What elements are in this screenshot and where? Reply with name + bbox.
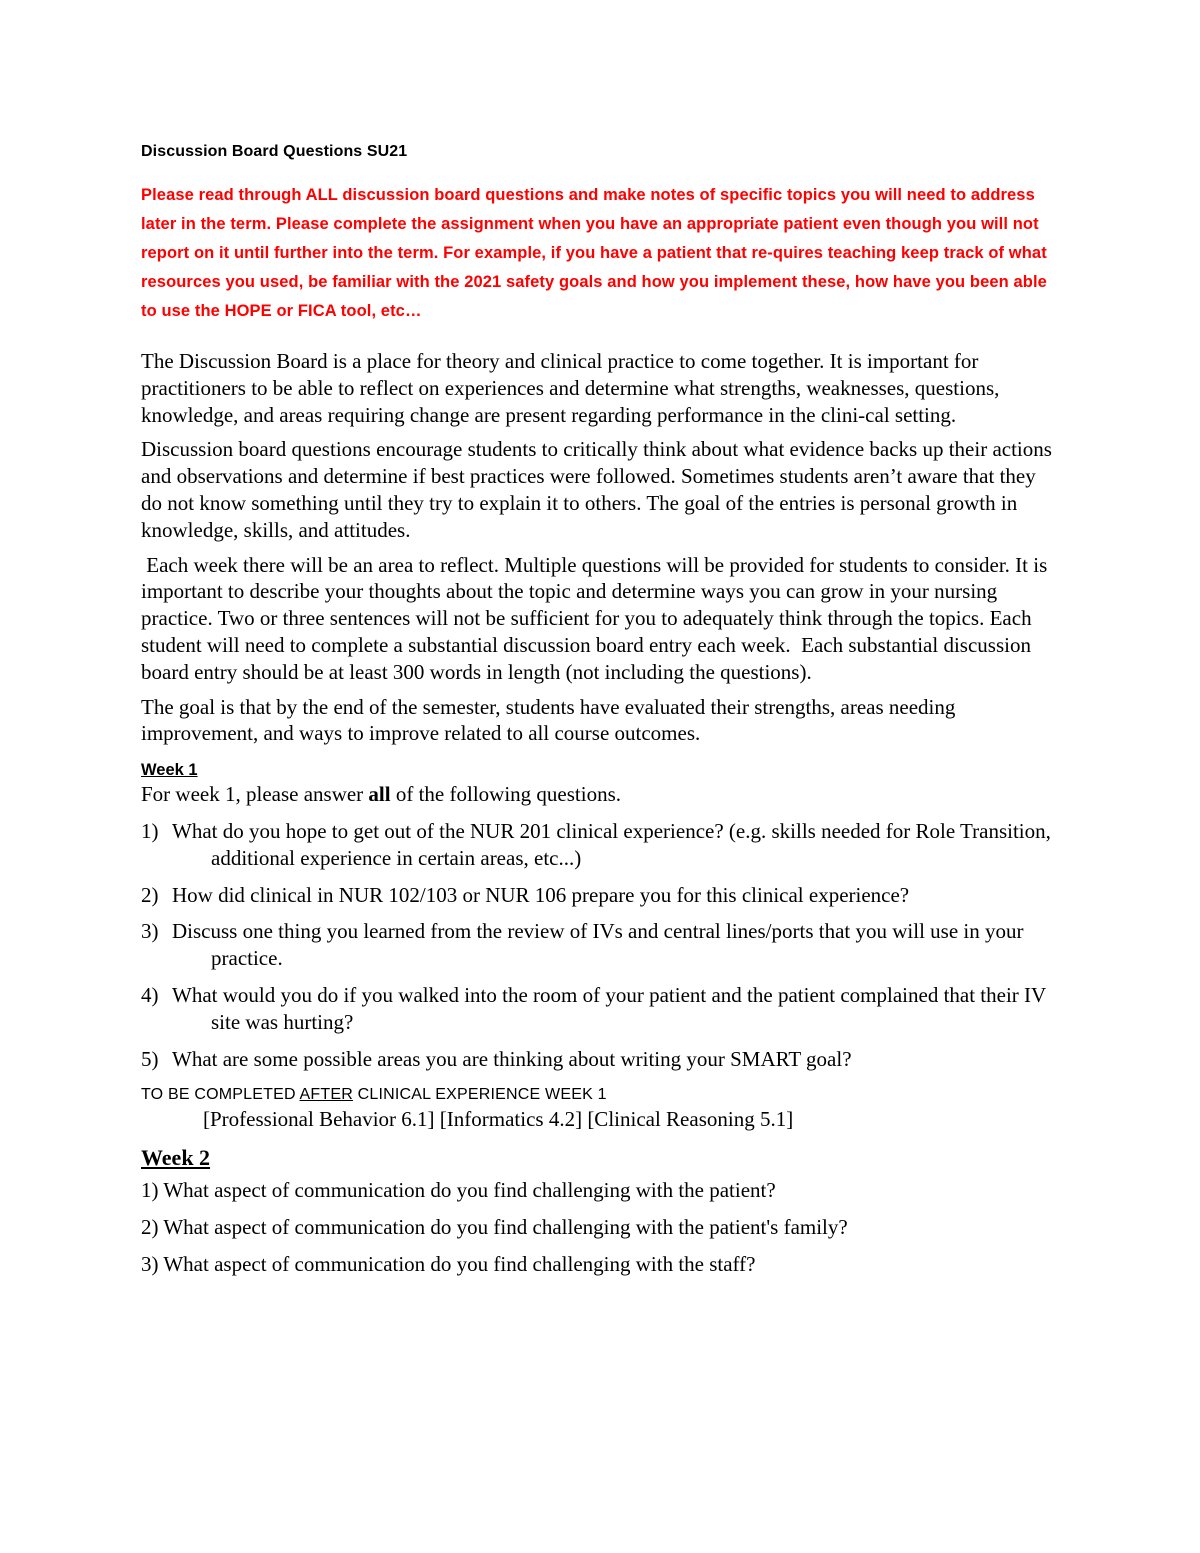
- week-1-question: [141, 882, 1059, 909]
- after-label-underlined: AFTER: [299, 1086, 353, 1104]
- week-2-question: 1) What aspect of communication do you find challenging with the patient?: [141, 1178, 776, 1203]
- week-1-intro: [141, 781, 1059, 808]
- document-body: [141, 143, 1059, 1288]
- week-1-question: [141, 818, 1059, 872]
- week-1-question: [141, 918, 1059, 972]
- question-text: What do you hope to get out of the NUR 201 clinical experience? (e.g. skills needed for Role Transition, additional experience in certain areas, etc...): [172, 818, 1051, 870]
- red-notice: Please read through ALL discussion board questions and make notes of specific topics you will need to address later in the term. Please complete the assignment when you have an appropriate patient even though you will not report on it until further into the term. For example, if you have a patient that re-quires teaching keep track of what resources you used, be familiar with the 2021 safety goals and how you implement these, how have you been able to use the HOPE or FICA tool, etc…: [141, 186, 1047, 320]
- after-label-end: CLINICAL EXPERIENCE WEEK 1: [352, 1086, 607, 1104]
- question-text: What would you do if you walked into the room of your patient and the patient complained that their IV site was hurting?: [172, 982, 1046, 1034]
- week-1-question: [141, 982, 1059, 1036]
- question-text: What are some possible areas you are thinking about writing your SMART goal?: [172, 1046, 852, 1071]
- after-label-start: TO BE COMPLETED: [141, 1086, 300, 1104]
- outcome-tags: [Professional Behavior 6.1] [Informatics 4.2] [Clinical Reasoning 5.1]: [203, 1107, 794, 1132]
- question-text: Discuss one thing you learned from the review of IVs and central lines/ports that you will use in your practice.: [172, 919, 1024, 971]
- question-number: 3): [141, 919, 159, 944]
- week-1-question-list: [141, 818, 1059, 1072]
- week-2-question: 3) What aspect of communication do you find challenging with the staff?: [141, 1251, 756, 1276]
- question-number: 5): [141, 1046, 159, 1071]
- question-number: 2): [141, 882, 159, 907]
- paragraph-critical-thinking: Discussion board questions encourage students to critically think about what evidence backs up their actions and observations and determine if best practices were followed. Sometimes students aren’t aware that they do not know something until they try to explain it to others. The goal of the entries is personal growth in knowledge, skills, and attitudes.: [141, 437, 1052, 542]
- week-2-question: 2) What aspect of communication do you find challenging with the patient's family?: [141, 1214, 848, 1239]
- week-2-question-list: [141, 1177, 1059, 1277]
- paragraph-weekly-reflection: Each week there will be an area to reflect. Multiple questions will be provided for students to consider. It is important to describe your thoughts about the topic and determine ways you can grow in your nursing practice. Two or three sentences will not be sufficient for you to adequately think through the topics. Each student will need to complete a substantial discussion board entry each week. Each substantial discussion board entry should be at least 300 words in length (not including the questions).: [141, 552, 1053, 684]
- week-1-intro-end: of the following questions.: [390, 782, 621, 807]
- question-number: 4): [141, 982, 159, 1007]
- week-1-intro-emphasis: all: [368, 782, 391, 807]
- week-1-intro-start: For week 1, please answer: [141, 782, 369, 807]
- paragraph-discussion-board: The Discussion Board is a place for theory and clinical practice to come together. It is important for practitioners to be able to reflect on experiences and determine what strengths, weaknesses, questions, knowledge, and areas requiring change are present regarding performance in the clini-cal setting.: [141, 349, 1000, 427]
- after-clinical-label: [141, 1084, 1059, 1106]
- week-2-heading: Week 2: [141, 1145, 211, 1171]
- document-title: Discussion Board Questions SU21: [141, 143, 408, 160]
- paragraph-semester-goal: The goal is that by the end of the semester, students have evaluated their strengths, areas needing improvement, and ways to improve related to all course outcomes.: [141, 694, 956, 746]
- week-1-question: [141, 1046, 1059, 1073]
- question-number: 1): [141, 818, 159, 843]
- question-text: How did clinical in NUR 102/103 or NUR 106 prepare you for this clinical experience?: [172, 882, 910, 907]
- week-1-heading: Week 1: [141, 761, 198, 780]
